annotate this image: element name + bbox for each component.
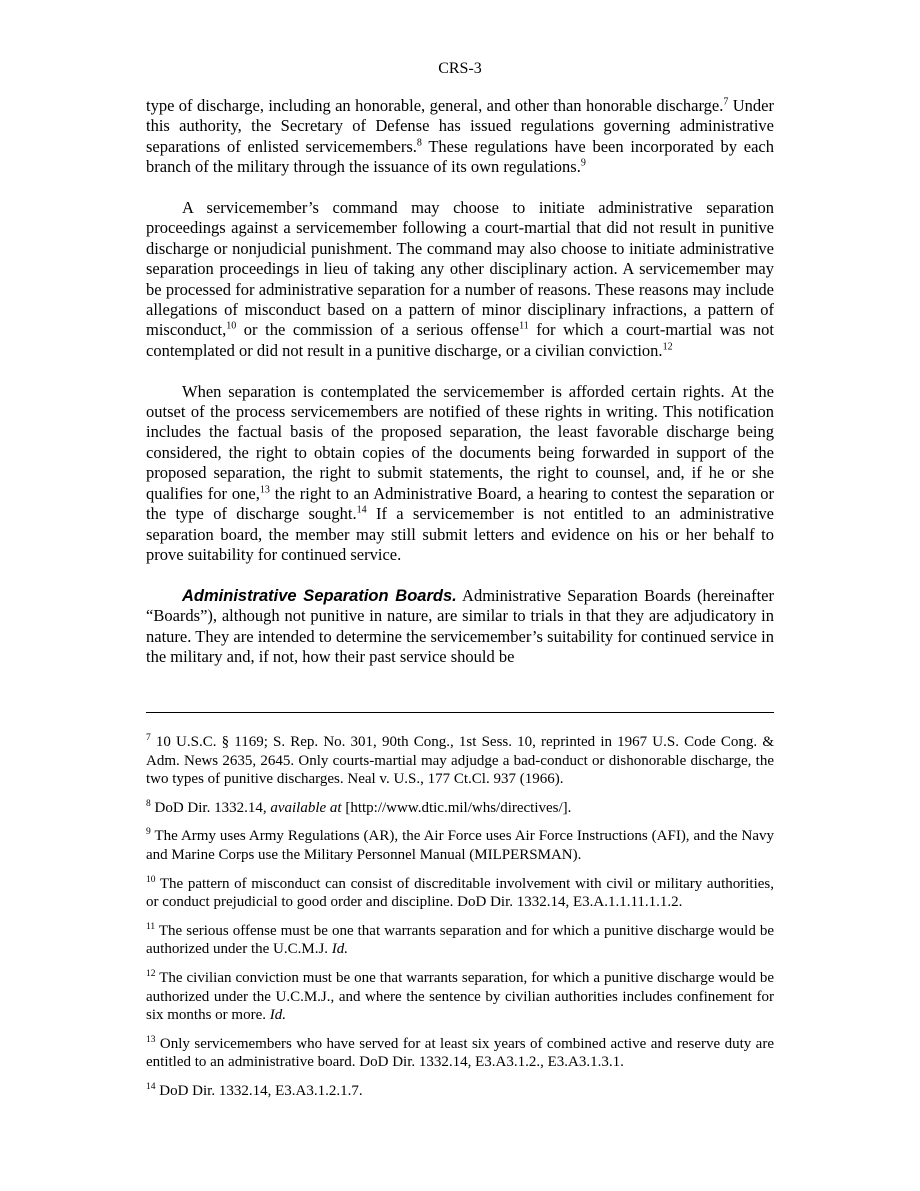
footnote-text: The Army uses Army Regulations (AR), the Air Force uses Air Force Instructions (AFI), and the Navy and Marine Corps use the Military Personnel Manual (MILPERSMAN). [146,828,774,863]
text-run: or the commission of a serious offense [236,320,520,340]
footnote-text: DoD Dir. 1332.14, E3.A3.1.2.1.7. [155,1082,363,1099]
footnote-7 [146,733,774,789]
text-run: for which a court-martial was not contemplated or did not result in a punitive discharge, or a civilian conviction. [146,320,774,360]
footnote-text: 10 U.S.C. § 1169; S. Rep. No. 301, 90th Cong., 1st Sess. 10, reprinted in 1967 U.S. Code Cong. & Adm. News 2635, 2645. Only courts-martial may adjudge a bad-conduct or dishonorable discharge, the two types of punitive discharges. Neal v. U.S., 177 Ct.Cl. 937 (1966). [146,734,774,788]
footnote-italic: available at [270,799,342,816]
footnote-ref-10[interactable]: 10 [226,320,237,332]
footnote-8 [146,799,774,818]
footnote-text: The civilian conviction must be one that warrants separation, for which a punitive discharge would be authorized under the U.C.M.J., and where the sentence by civilian authorities includes confinement for six months or more. [146,969,774,1024]
paragraph-2 [146,198,774,361]
paragraph-4 [146,586,774,668]
footnote-ref-11[interactable]: 11 [519,320,529,332]
footnote-text: Only servicemembers who have served for at least six years of combined active and reserve duty are entitled to an administrative board. DoD Dir. 1332.14, E3.A3.1.2., E3.A3.1.3.1. [146,1035,774,1071]
footnote-number: 11 [146,921,156,932]
footnotes-section [146,733,774,1111]
footnote-text: The pattern of misconduct can consist of discreditable involvement with civil or military authorities, or conduct prejudicial to good order and discipline. DoD Dir. 1332.14, E3.A.1.1.11.1.1.2. [146,875,774,911]
footnote-number: 12 [146,968,156,979]
paragraph-3 [146,382,774,566]
footnote-10 [146,875,774,912]
footnote-link-text[interactable]: [http://www.dtic.mil/whs/directives/]. [341,799,572,816]
footnote-ref-13[interactable]: 13 [259,484,270,496]
footnote-text: DoD Dir. 1332.14, [150,799,271,816]
footnote-italic: Id. [331,941,349,958]
text-run: type of discharge, including an honorable, general, and other than honorable discharge. [146,96,724,115]
footnote-ref-9[interactable]: 9 [580,157,586,169]
section-heading: Administrative Separation Boards. [182,586,457,605]
text-run: If a servicemember is not entitled to an administrative separation board, the member may still submit letters and evidence on his or her behalf to prove suitability for continued service. [146,504,774,564]
footnote-number: 10 [146,874,156,885]
body-text [146,96,774,688]
text-run: Under this authority, the Secretary of Defense has issued regulations governing administrative separations of enlisted servicemembers. [146,96,775,156]
text-run: These regulations have been incorporated by each branch of the military through the issuance of its own regulations. [146,136,774,177]
footnote-ref-12[interactable]: 12 [662,341,673,353]
footnote-ref-14[interactable]: 14 [356,504,367,516]
footnote-12 [146,969,774,1025]
footnote-number: 13 [146,1034,156,1045]
footnote-9 [146,827,774,864]
text-run: A servicemember’s command may choose to initiate administrative separation proceedings against a servicemember following a court-martial that did not result in punitive discharge or nonjudicial punishment. The command may also choose to initiate administrative separation proceedings in lieu of taking any other disciplinary action. A servicemember may be processed for administrative separation for a number of reasons. These reasons may include allegations of misconduct based on a pattern of minor disciplinary infractions, a pattern of misconduct, [146,198,774,340]
footnote-number: 14 [146,1081,156,1092]
footnote-italic: Id. [269,1007,286,1024]
footnote-number: 9 [146,827,151,838]
footnote-number: 7 [146,733,151,743]
footnote-text: The serious offense must be one that warrants separation and for which a punitive discharge would be authorized under the U.C.M.J. [146,922,774,958]
footnote-divider [146,712,774,713]
text-run: Administrative Separation Boards (hereinafter “Boards”), although not punitive in nature, are similar to trials in that they are adjudicatory in nature. They are intended to determine the servicemember’s suitability for continued service in the military and, if not, how their past service should be [146,585,774,666]
paragraph-1 [146,96,774,178]
footnote-ref-8[interactable]: 8 [416,137,422,149]
page-header: CRS-3 [438,60,482,77]
text-run: the right to an Administrative Board, a hearing to contest the separation or the type of discharge sought. [146,483,774,524]
footnote-14 [146,1082,774,1101]
footnote-number: 8 [146,798,151,809]
text-run: When separation is contemplated the servicemember is afforded certain rights. At the outset of the process servicemembers are notified of these rights in writing. This notification includes the factual basis of the proposed separation, the least favorable discharge being considered, the right to obtain copies of the documents being forwarded in support of the proposed separation, the right to submit statements, the right to counsel, and, if he or she qualifies for one, [146,381,774,503]
footnote-ref-7[interactable]: 7 [723,96,729,108]
footnote-11 [146,922,774,959]
footnote-13 [146,1035,774,1072]
